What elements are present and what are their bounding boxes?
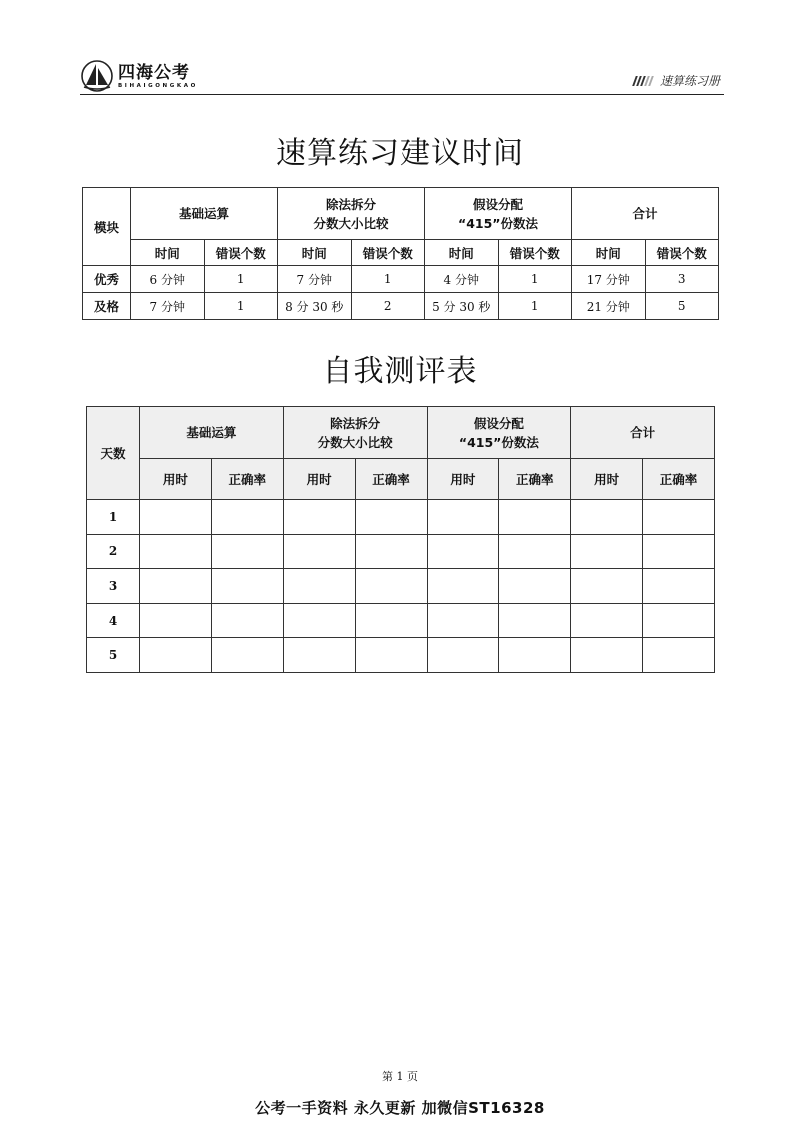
table-row [87,603,715,638]
empty-cell[interactable] [355,500,427,535]
table-cell: 3 [645,266,719,293]
table-row [83,266,719,293]
table-cell: 5 分 30 秒 [425,293,499,320]
empty-cell[interactable] [427,638,499,673]
table-cell: 7 分钟 [278,266,352,293]
module-header-total: 合计 [572,188,719,240]
empty-cell[interactable] [211,603,283,638]
empty-cell[interactable] [283,534,355,569]
brand-logo [80,60,198,92]
table-cell: 8 分 30 秒 [278,293,352,320]
empty-cell[interactable] [140,500,212,535]
empty-cell[interactable] [211,500,283,535]
table-row [87,500,715,535]
empty-cell[interactable] [643,638,715,673]
empty-cell[interactable] [499,500,571,535]
day-number: 3 [87,569,140,604]
table-row [83,293,719,320]
table-row [87,638,715,673]
sub-col-time: 时间 [278,240,352,266]
empty-cell[interactable] [140,603,212,638]
module-header-assumption: 假设分配 “415”份数法 [425,188,572,240]
day-number: 4 [87,603,140,638]
page-number: 第 1 页 [382,1070,418,1083]
empty-cell[interactable] [571,638,643,673]
empty-cell[interactable] [283,603,355,638]
empty-cell[interactable] [499,638,571,673]
sub-col-time: 时间 [572,240,646,266]
table-cell: 5 [645,293,719,320]
sub-col-errors: 错误个数 [351,240,425,266]
empty-cell[interactable] [571,534,643,569]
empty-cell[interactable] [211,638,283,673]
table-cell: 1 [351,266,425,293]
empty-cell[interactable] [355,534,427,569]
book-title-text: 速算练习册 [659,74,720,88]
table-cell: 1 [498,266,572,293]
sailboat-logo-icon [80,60,114,92]
empty-cell[interactable] [571,569,643,604]
day-number: 5 [87,638,140,673]
sub-col-accuracy: 正确率 [643,459,715,500]
self-assessment-table [86,406,715,673]
sub-col-errors: 错误个数 [645,240,719,266]
stripes-decoration-icon [634,76,654,86]
empty-cell[interactable] [355,638,427,673]
table-cell: 1 [204,266,278,293]
sub-col-time: 时间 [131,240,205,266]
sub-col-time: 时间 [425,240,499,266]
empty-cell[interactable] [643,500,715,535]
empty-cell[interactable] [140,638,212,673]
table-row [87,534,715,569]
module-header-assumption: 假设分配 “415”份数法 [427,407,571,459]
suggested-time-table [82,187,719,320]
module-header-division: 除法拆分 分数大小比较 [283,407,427,459]
book-title [634,72,720,89]
day-number: 1 [87,500,140,535]
sub-col-errors: 错误个数 [498,240,572,266]
sub-col-accuracy: 正确率 [499,459,571,500]
empty-cell[interactable] [283,569,355,604]
table-cell: 17 分钟 [572,266,646,293]
empty-cell[interactable] [643,603,715,638]
sub-col-time-used: 用时 [571,459,643,500]
table-cell: 21 分钟 [572,293,646,320]
col-header-days: 天数 [87,407,140,500]
footer-note: 公考一手资料 永久更新 加微信ST16328 [255,1099,545,1117]
section-title-suggested-time: 速算练习建议时间 [276,136,524,171]
empty-cell[interactable] [140,569,212,604]
section-title-self-assessment: 自我测评表 [322,354,478,389]
sub-col-accuracy: 正确率 [211,459,283,500]
empty-cell[interactable] [355,569,427,604]
col-header-module: 模块 [83,188,131,266]
sub-col-accuracy: 正确率 [355,459,427,500]
empty-cell[interactable] [211,569,283,604]
empty-cell[interactable] [643,569,715,604]
table-cell: 6 分钟 [131,266,205,293]
module-header-division: 除法拆分 分数大小比较 [278,188,425,240]
table-row [87,569,715,604]
empty-cell[interactable] [427,534,499,569]
table-cell: 1 [498,293,572,320]
empty-cell[interactable] [499,569,571,604]
empty-cell[interactable] [355,603,427,638]
empty-cell[interactable] [427,603,499,638]
empty-cell[interactable] [499,534,571,569]
empty-cell[interactable] [427,500,499,535]
empty-cell[interactable] [571,603,643,638]
module-header-basic: 基础运算 [140,407,284,459]
logo-name: 四海公考 [118,62,190,83]
page-header [80,60,724,95]
table-cell: 7 分钟 [131,293,205,320]
sub-col-time-used: 用时 [427,459,499,500]
empty-cell[interactable] [140,534,212,569]
sub-col-time-used: 用时 [140,459,212,500]
table-cell: 2 [351,293,425,320]
table-cell: 1 [204,293,278,320]
day-number: 2 [87,534,140,569]
empty-cell[interactable] [499,603,571,638]
row-label: 及格 [83,293,131,320]
module-header-total: 合计 [571,407,715,459]
empty-cell[interactable] [283,500,355,535]
empty-cell[interactable] [283,638,355,673]
sub-col-errors: 错误个数 [204,240,278,266]
sub-col-time-used: 用时 [283,459,355,500]
logo-pinyin: BIHAIGONGKAO [118,82,198,89]
empty-cell[interactable] [571,500,643,535]
module-header-basic: 基础运算 [131,188,278,240]
empty-cell[interactable] [643,534,715,569]
empty-cell[interactable] [427,569,499,604]
empty-cell[interactable] [211,534,283,569]
row-label: 优秀 [83,266,131,293]
table-cell: 4 分钟 [425,266,499,293]
